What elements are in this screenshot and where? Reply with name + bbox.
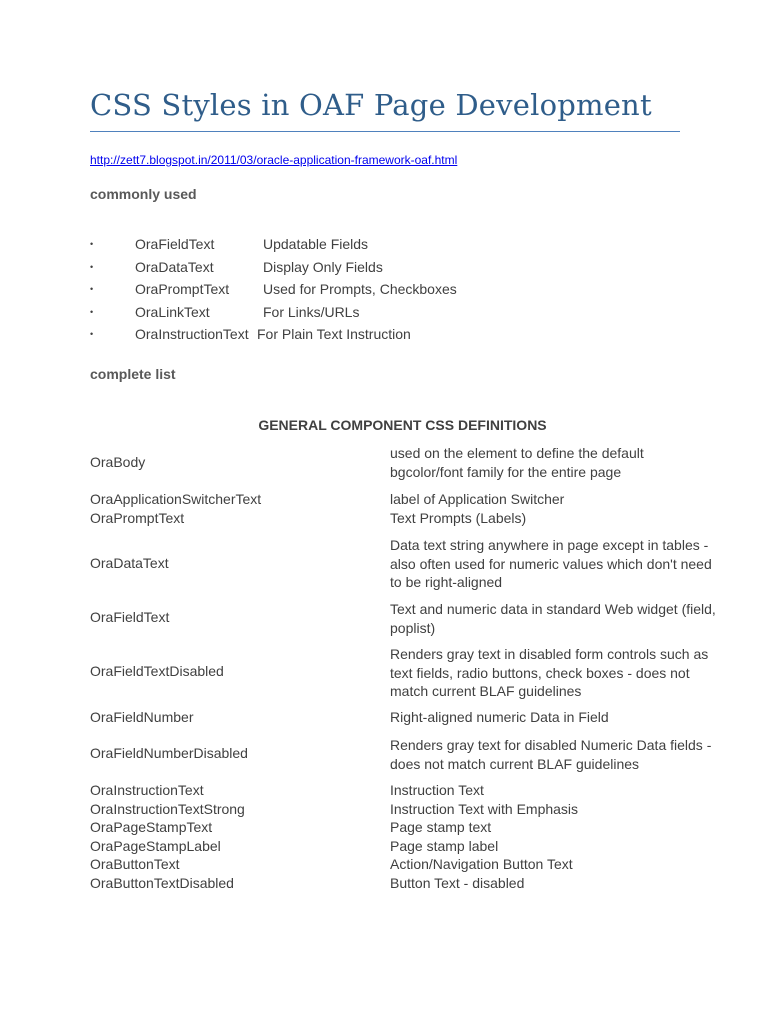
class-name: OraPromptText <box>90 510 185 526</box>
class-name: OraFieldNumberDisabled <box>90 745 248 761</box>
class-description: label of Application Switcher <box>390 491 565 507</box>
class-name: OraInstructionText <box>135 326 249 343</box>
class-name: OraFieldNumber <box>90 709 194 725</box>
class-name: OraButtonText <box>90 856 180 873</box>
class-description: used on the element to define the default bgcolor/font family for the entire page <box>390 445 644 480</box>
class-name: OraPageStampLabel <box>90 837 221 854</box>
class-description: Renders gray text in disabled form controls such as text fields, radio buttons, check boxes - does not match current BLAF guidelines <box>390 646 709 700</box>
class-description: Action/Navigation Button Text <box>390 856 573 873</box>
class-name: OraPageStampText <box>90 819 213 836</box>
class-description: Data text string anywhere in page except in tables - also often used for numeric values which don't need to be right-aligned <box>390 537 712 591</box>
class-description: Text Prompts (Labels) <box>390 510 527 526</box>
class-description: Renders gray text for disabled Numeric Data fields - does not match current BLAF guidelines <box>390 737 712 772</box>
class-name: OraInstructionTextStrong <box>90 800 245 817</box>
class-name: OraFieldTextDisabled <box>90 663 224 679</box>
table-title: GENERAL COMPONENT CSS DEFINITIONS <box>258 417 547 433</box>
class-description: Right-aligned numeric Data in Field <box>390 709 609 725</box>
bullet-icon: • <box>90 329 94 340</box>
class-description: Text and numeric data in standard Web widget (field, poplist) <box>390 601 716 636</box>
class-description: Page stamp label <box>390 837 499 854</box>
class-name: OraButtonTextDisabled <box>90 875 234 891</box>
class-name: OraFieldText <box>90 609 170 625</box>
source-link[interactable]: http://zett7.blogspot.in/2011/03/oracle-application-framework-oaf.html <box>90 153 458 167</box>
title-underline <box>90 131 680 132</box>
class-description: Used for Prompts, Checkboxes <box>263 281 457 298</box>
class-name: OraDataText <box>90 555 169 571</box>
class-name: OraFieldText <box>135 236 215 252</box>
class-description: Instruction Text <box>390 782 484 798</box>
page-title: CSS Styles in OAF Page Development <box>90 88 652 122</box>
class-description: Instruction Text with Emphasis <box>390 800 579 817</box>
class-description: Button Text - disabled <box>390 875 525 891</box>
class-name: OraPromptText <box>135 281 230 298</box>
class-name: OraLinkText <box>135 303 210 320</box>
class-description: Updatable Fields <box>263 236 369 252</box>
class-description: Display Only Fields <box>263 258 383 275</box>
class-name: OraInstructionText <box>90 782 204 798</box>
bullet-icon: • <box>90 261 94 272</box>
bullet-icon: • <box>90 284 94 295</box>
class-name: OraApplicationSwitcherText <box>90 491 262 507</box>
bullet-icon: • <box>90 239 94 249</box>
class-name: OraBody <box>90 454 146 470</box>
class-name: OraDataText <box>135 258 214 275</box>
class-description: For Plain Text Instruction <box>257 326 411 343</box>
class-description: For Links/URLs <box>263 303 360 320</box>
class-description: Page stamp text <box>390 819 492 836</box>
bullet-icon: • <box>90 306 94 317</box>
commonly-used-heading: commonly used <box>90 186 197 202</box>
complete-list-heading: complete list <box>90 366 176 382</box>
